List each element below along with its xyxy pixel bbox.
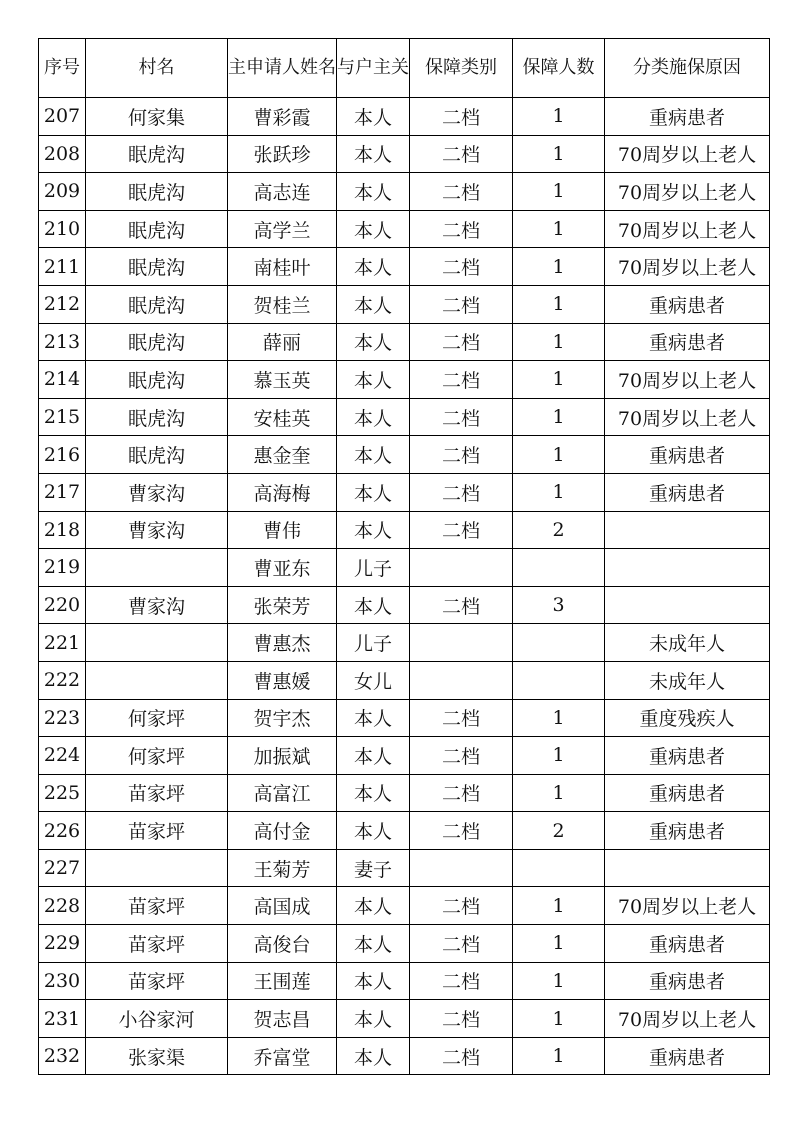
cell-count: 3: [513, 586, 605, 624]
table-row: [39, 210, 770, 248]
cell-relation: 本人: [337, 812, 410, 850]
cell-village: 曹家沟: [86, 473, 228, 511]
header-seq: 序号: [39, 39, 86, 98]
cell-applicant: 曹彩霞: [228, 98, 337, 136]
cell-seq: 216: [39, 436, 86, 474]
cell-seq: 217: [39, 473, 86, 511]
header-count: 保障人数: [513, 39, 605, 98]
cell-seq: 209: [39, 173, 86, 211]
cell-category: 二档: [410, 1000, 513, 1038]
cell-applicant: 高国成: [228, 887, 337, 925]
cell-village: 何家坪: [86, 699, 228, 737]
header-relation: 与户主关: [337, 39, 410, 98]
table-body: [39, 98, 770, 1075]
table-row: [39, 98, 770, 136]
cell-reason: 重病患者: [605, 436, 770, 474]
cell-category: 二档: [410, 436, 513, 474]
table-header: [39, 39, 770, 98]
cell-relation: 本人: [337, 774, 410, 812]
table-row: [39, 511, 770, 549]
cell-relation: 本人: [337, 285, 410, 323]
table-row: [39, 849, 770, 887]
cell-applicant: 加振斌: [228, 737, 337, 775]
cell-applicant: 王围莲: [228, 962, 337, 1000]
cell-village: 苗家坪: [86, 925, 228, 963]
table-row: [39, 1037, 770, 1075]
cell-relation: 本人: [337, 962, 410, 1000]
cell-relation: 本人: [337, 1000, 410, 1038]
cell-category: [410, 661, 513, 699]
cell-reason: 重病患者: [605, 323, 770, 361]
cell-village: 眠虎沟: [86, 210, 228, 248]
cell-reason: 重病患者: [605, 98, 770, 136]
cell-seq: 213: [39, 323, 86, 361]
table-row: [39, 248, 770, 286]
assistance-table: [38, 38, 770, 1075]
cell-count: 1: [513, 962, 605, 1000]
cell-reason: 70周岁以上老人: [605, 210, 770, 248]
cell-reason: 重病患者: [605, 925, 770, 963]
cell-count: 1: [513, 135, 605, 173]
cell-relation: 儿子: [337, 624, 410, 662]
cell-count: 1: [513, 323, 605, 361]
cell-village: 眠虎沟: [86, 398, 228, 436]
cell-count: 1: [513, 887, 605, 925]
cell-reason: [605, 511, 770, 549]
cell-category: [410, 849, 513, 887]
cell-count: 1: [513, 1037, 605, 1075]
cell-relation: 本人: [337, 323, 410, 361]
cell-village: [86, 624, 228, 662]
cell-applicant: 曹亚东: [228, 549, 337, 587]
cell-seq: 215: [39, 398, 86, 436]
table-row: [39, 774, 770, 812]
cell-count: 1: [513, 361, 605, 399]
cell-reason: 重病患者: [605, 737, 770, 775]
cell-relation: 本人: [337, 98, 410, 136]
cell-reason: 重病患者: [605, 285, 770, 323]
cell-count: [513, 849, 605, 887]
cell-count: 1: [513, 925, 605, 963]
cell-applicant: 高志连: [228, 173, 337, 211]
cell-count: 1: [513, 473, 605, 511]
cell-reason: 重病患者: [605, 1037, 770, 1075]
cell-seq: 211: [39, 248, 86, 286]
cell-category: 二档: [410, 285, 513, 323]
cell-village: 苗家坪: [86, 887, 228, 925]
cell-count: 1: [513, 699, 605, 737]
cell-applicant: 曹惠杰: [228, 624, 337, 662]
cell-seq: 225: [39, 774, 86, 812]
cell-count: 2: [513, 812, 605, 850]
table-row: [39, 1000, 770, 1038]
cell-category: 二档: [410, 98, 513, 136]
cell-category: 二档: [410, 1037, 513, 1075]
header-row: [39, 39, 770, 98]
cell-relation: 本人: [337, 436, 410, 474]
cell-seq: 214: [39, 361, 86, 399]
cell-relation: 本人: [337, 586, 410, 624]
cell-seq: 220: [39, 586, 86, 624]
header-village: 村名: [86, 39, 228, 98]
cell-reason: 重度残疾人: [605, 699, 770, 737]
table-row: [39, 661, 770, 699]
cell-seq: 212: [39, 285, 86, 323]
cell-reason: [605, 549, 770, 587]
cell-relation: 本人: [337, 473, 410, 511]
cell-applicant: 乔富堂: [228, 1037, 337, 1075]
cell-applicant: 高俊台: [228, 925, 337, 963]
table-row: [39, 323, 770, 361]
cell-relation: 本人: [337, 398, 410, 436]
cell-category: 二档: [410, 962, 513, 1000]
table-row: [39, 398, 770, 436]
cell-count: [513, 624, 605, 662]
cell-village: [86, 549, 228, 587]
cell-applicant: 王菊芳: [228, 849, 337, 887]
table-row: [39, 135, 770, 173]
cell-seq: 210: [39, 210, 86, 248]
cell-category: 二档: [410, 586, 513, 624]
cell-category: 二档: [410, 511, 513, 549]
cell-count: 1: [513, 173, 605, 211]
cell-applicant: 慕玉英: [228, 361, 337, 399]
cell-village: 眠虎沟: [86, 135, 228, 173]
cell-category: 二档: [410, 398, 513, 436]
cell-village: 何家坪: [86, 737, 228, 775]
cell-category: [410, 624, 513, 662]
cell-reason: 70周岁以上老人: [605, 248, 770, 286]
cell-category: 二档: [410, 210, 513, 248]
cell-seq: 228: [39, 887, 86, 925]
cell-seq: 230: [39, 962, 86, 1000]
cell-reason: 重病患者: [605, 812, 770, 850]
header-category: 保障类别: [410, 39, 513, 98]
cell-reason: 重病患者: [605, 774, 770, 812]
table-row: [39, 962, 770, 1000]
cell-seq: 222: [39, 661, 86, 699]
cell-village: 苗家坪: [86, 962, 228, 1000]
cell-seq: 227: [39, 849, 86, 887]
cell-category: 二档: [410, 361, 513, 399]
cell-seq: 226: [39, 812, 86, 850]
cell-relation: 本人: [337, 511, 410, 549]
cell-applicant: 曹惠媛: [228, 661, 337, 699]
cell-category: 二档: [410, 699, 513, 737]
cell-reason: 70周岁以上老人: [605, 361, 770, 399]
cell-relation: 本人: [337, 925, 410, 963]
cell-reason: 70周岁以上老人: [605, 398, 770, 436]
cell-village: 眠虎沟: [86, 323, 228, 361]
cell-category: 二档: [410, 774, 513, 812]
table-row: [39, 887, 770, 925]
cell-village: 苗家坪: [86, 812, 228, 850]
cell-category: 二档: [410, 887, 513, 925]
cell-count: 1: [513, 98, 605, 136]
cell-seq: 208: [39, 135, 86, 173]
cell-reason: 70周岁以上老人: [605, 173, 770, 211]
cell-reason: 未成年人: [605, 661, 770, 699]
cell-category: 二档: [410, 812, 513, 850]
cell-applicant: 贺宇杰: [228, 699, 337, 737]
cell-seq: 207: [39, 98, 86, 136]
cell-applicant: 惠金奎: [228, 436, 337, 474]
table-row: [39, 436, 770, 474]
cell-applicant: 张荣芳: [228, 586, 337, 624]
cell-reason: 70周岁以上老人: [605, 135, 770, 173]
cell-village: 眠虎沟: [86, 436, 228, 474]
cell-village: 曹家沟: [86, 511, 228, 549]
cell-reason: 70周岁以上老人: [605, 887, 770, 925]
cell-count: 1: [513, 774, 605, 812]
cell-count: 1: [513, 285, 605, 323]
table-row: [39, 812, 770, 850]
cell-village: 苗家坪: [86, 774, 228, 812]
header-reason: 分类施保原因: [605, 39, 770, 98]
cell-reason: 70周岁以上老人: [605, 1000, 770, 1038]
cell-village: [86, 849, 228, 887]
cell-village: 何家集: [86, 98, 228, 136]
cell-relation: 本人: [337, 361, 410, 399]
cell-relation: 儿子: [337, 549, 410, 587]
cell-count: 1: [513, 436, 605, 474]
cell-applicant: 高海梅: [228, 473, 337, 511]
header-applicant: 主申请人姓名: [228, 39, 337, 98]
cell-seq: 229: [39, 925, 86, 963]
table-row: [39, 361, 770, 399]
cell-relation: 本人: [337, 210, 410, 248]
cell-relation: 本人: [337, 135, 410, 173]
cell-applicant: 曹伟: [228, 511, 337, 549]
cell-reason: 未成年人: [605, 624, 770, 662]
cell-seq: 221: [39, 624, 86, 662]
cell-count: 1: [513, 248, 605, 286]
cell-category: 二档: [410, 323, 513, 361]
cell-applicant: 张跃珍: [228, 135, 337, 173]
cell-relation: 本人: [337, 173, 410, 211]
cell-seq: 224: [39, 737, 86, 775]
table-row: [39, 586, 770, 624]
cell-category: 二档: [410, 737, 513, 775]
cell-reason: 重病患者: [605, 962, 770, 1000]
cell-village: 小谷家河: [86, 1000, 228, 1038]
cell-category: 二档: [410, 135, 513, 173]
cell-reason: [605, 849, 770, 887]
cell-count: [513, 661, 605, 699]
cell-relation: 妻子: [337, 849, 410, 887]
cell-reason: 重病患者: [605, 473, 770, 511]
table-row: [39, 549, 770, 587]
table-row: [39, 473, 770, 511]
cell-relation: 本人: [337, 1037, 410, 1075]
cell-seq: 223: [39, 699, 86, 737]
cell-applicant: 贺桂兰: [228, 285, 337, 323]
cell-village: 眠虎沟: [86, 248, 228, 286]
cell-applicant: 贺志昌: [228, 1000, 337, 1038]
cell-category: 二档: [410, 473, 513, 511]
cell-reason: [605, 586, 770, 624]
cell-applicant: 高付金: [228, 812, 337, 850]
table-row: [39, 737, 770, 775]
cell-relation: 本人: [337, 248, 410, 286]
cell-relation: 本人: [337, 737, 410, 775]
cell-applicant: 高学兰: [228, 210, 337, 248]
cell-applicant: 南桂叶: [228, 248, 337, 286]
cell-village: 曹家沟: [86, 586, 228, 624]
table-row: [39, 285, 770, 323]
table-row: [39, 699, 770, 737]
cell-applicant: 薛丽: [228, 323, 337, 361]
cell-count: [513, 549, 605, 587]
cell-village: [86, 661, 228, 699]
cell-category: 二档: [410, 925, 513, 963]
cell-seq: 218: [39, 511, 86, 549]
cell-count: 1: [513, 1000, 605, 1038]
table-row: [39, 624, 770, 662]
cell-count: 1: [513, 210, 605, 248]
table-row: [39, 925, 770, 963]
cell-seq: 219: [39, 549, 86, 587]
cell-category: [410, 549, 513, 587]
cell-seq: 231: [39, 1000, 86, 1038]
cell-village: 眠虎沟: [86, 361, 228, 399]
cell-relation: 本人: [337, 699, 410, 737]
cell-count: 2: [513, 511, 605, 549]
cell-category: 二档: [410, 248, 513, 286]
table-row: [39, 173, 770, 211]
cell-category: 二档: [410, 173, 513, 211]
cell-count: 1: [513, 737, 605, 775]
cell-count: 1: [513, 398, 605, 436]
cell-relation: 本人: [337, 887, 410, 925]
cell-relation: 女儿: [337, 661, 410, 699]
cell-applicant: 高富江: [228, 774, 337, 812]
cell-village: 眠虎沟: [86, 285, 228, 323]
cell-village: 眠虎沟: [86, 173, 228, 211]
cell-seq: 232: [39, 1037, 86, 1075]
cell-village: 张家渠: [86, 1037, 228, 1075]
cell-applicant: 安桂英: [228, 398, 337, 436]
